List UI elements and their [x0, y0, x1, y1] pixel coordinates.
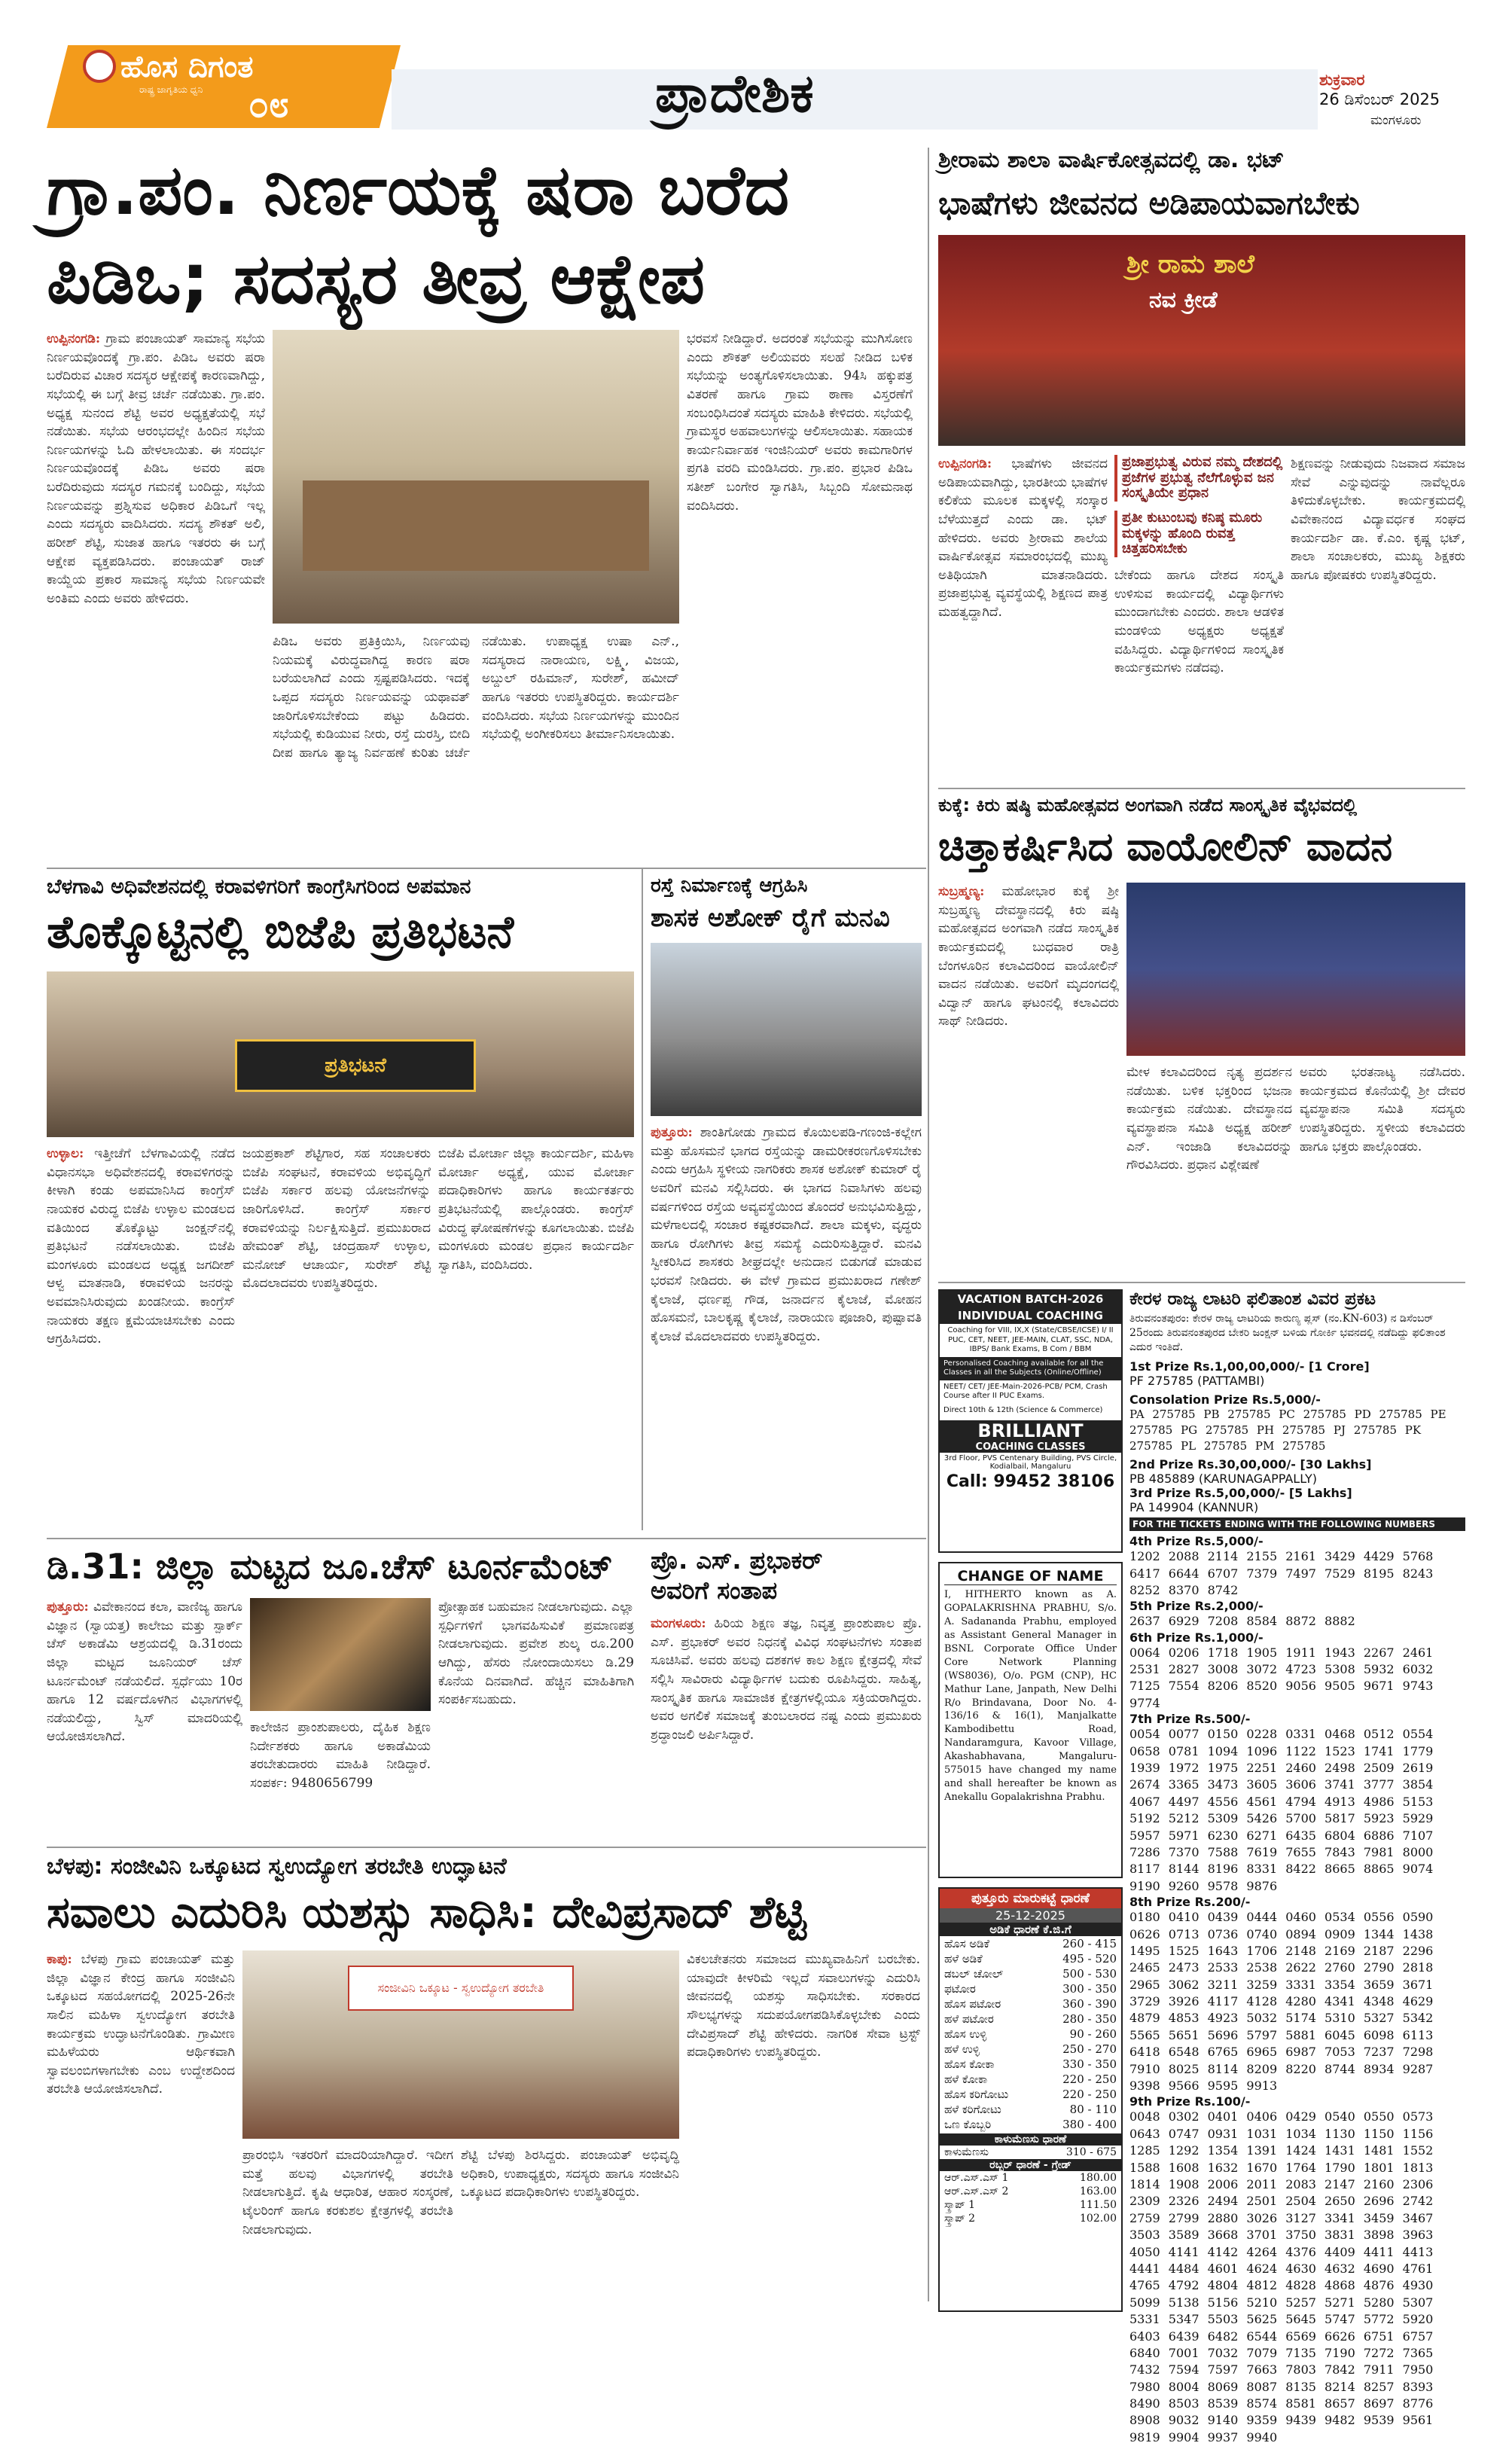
market-box — [938, 1887, 1123, 2312]
violin-col-3 — [1300, 1063, 1465, 1274]
right-top-photo — [938, 235, 1465, 446]
section-title: ಪ್ರಾದೇಶಿಕ — [655, 63, 814, 124]
table-row — [940, 2011, 1121, 2027]
bjp-col-3-text: ಬಿಜೆಪಿ ಮೋರ್ಚಾ ಜಿಲ್ಲಾ ಕಾರ್ಯದರ್ಶಿ, ಮಹಿಳಾ ಮೋರ್ಚಾ ಅಧ್ಯಕ್ಷೆ, ಯುವ ಮೋರ್ಚಾ ಪದಾಧಿಕಾರಿಗಳು ಹಾಗೂ ಕಾರ್ಯಕರ್ತರು ಪ್ರತಿಭಟನೆಯಲ್ಲಿ ಪಾಲ್ಗೊಂಡರು. ಕಾಂಗ್ರೆಸ್ ವಿರುದ್ಧ ಘೋಷಣೆಗಳನ್ನು ಕೂಗಲಾಯಿತು. ಬಿಜೆಪಿ ಮಂಗಳೂರು ಮಂಡಲ ಪ್ರಧಾನ ಕಾರ್ಯದರ್ಶಿ ಸ್ವಾಗತಿಸಿ, ವಂದಿಸಿದರು. — [438, 1146, 634, 1273]
bottom-dateline: ಕಾಪು: — [47, 1952, 72, 1967]
right-top-col-1 — [938, 455, 1108, 779]
market-pepper-label: ಕಾಳುಮೆಣಸು ಧಾರಣೆ — [940, 2133, 1121, 2146]
brand-tagline: ರಾಷ್ಟ್ರ ಜಾಗೃತಿಯ ಧ್ವನಿ — [139, 84, 203, 95]
right-top-col-3 — [1291, 455, 1465, 779]
table-cell-name: ಆರ್.ಎಸ್.ಎಸ್ 1 — [944, 2172, 1009, 2184]
bjp-banner-text: ಪ್ರತಿಭಟನೆ — [325, 1054, 386, 1077]
table-cell-name: ಹಳೆ ಕೋಕಾ — [944, 2072, 988, 2086]
market-pepper-price: 310 - 675 — [1065, 2146, 1117, 2158]
lottery-p9-nos: 0048 0302 0401 0406 0429 0540 0550 0573 0643 0747 0931 1031 1034 1130 1150 1156 1285 1292 1354 1391 1424 1431 1481 1552 1588 1608 1632 1670 1764 1790 1801 1813 1814 1908 2006 2011 2083 2147 2160 2306 2309 2326 2494 2501 2504 2650 2696 2742 2759 2799 2880 3026 3127 3341 3459 3467 3503 3589 3668 3701 3750 3831 3898 3963 4050 4141 4142 4264 4376 4409 4411 4413 4441 4484 4601 4624 4630 4632 4690 4761 4765 4792 4804 4812 4828 4868 4876 4930 5099 5138 5156 5210 5257 5271 5280 5307 5331 5347 5503 5625 5645 5747 5772 5920 6403 6439 6482 6544 6569 6626 6751 6757 6840 7001 7032 7079 7135 7190 7272 7365 7432 7594 7597 7663 7803 7842 7911 7950 7980 8004 8069 8087 8135 8214 8257 8393 8490 8503 8539 8574 8581 8657 8697 8776 8908 9032 9140 9359 9439 9482 9539 9561 9819 9904 9937 9940 — [1129, 2109, 1434, 2444]
violin-col-1-text: ಮಹೋಭಾರ ಕುಕ್ಕೆ ಶ್ರೀ ಸುಬ್ರಹ್ಮಣ್ಯ ದೇವಸ್ಥಾನದಲ್ಲಿ ಕಿರು ಷಷ್ಠಿ ಮಹೋತ್ಸವದ ಅಂಗವಾಗಿ ನಡೆದ ಸಾಂಸ್ಕೃತಿಕ ಕಾರ್ಯಕ್ರಮದಲ್ಲಿ ಬುಧವಾರ ರಾತ್ರಿ ಬೆಂಗಳೂರಿನ ಕಲಾವಿದರಿಂದ ವಾಯೋಲಿನ್ ವಾದನ ನಡೆಯಿತು. ಅವರಿಗೆ ಮೃದಂಗದಲ್ಲಿ ವಿದ್ವಾನ್ ಹಾಗೂ ಘಟಂನಲ್ಲಿ ಕಲಾವಿದರು ಸಾಥ್ ನೀಡಿದರು. — [938, 884, 1119, 1029]
right-top-photo-banner-2: ನವ ಕ್ರೀಡೆ — [1149, 287, 1218, 313]
ad-coaching-line-2: Personalised Coaching available for all the Classes in all the Subjects (Online/Offline) — [940, 1357, 1121, 1380]
table-cell-price: 90 - 260 — [1069, 2027, 1117, 2041]
lottery-first: 1st Prize Rs.1,00,00,000/- [1 Crore] — [1129, 1359, 1370, 1374]
chess-col-3-text: ಕಾಲೇಜಿನ ಪ್ರಾಂಶುಪಾಲರು, ದೈಹಿಕ ಶಿಕ್ಷಣ ನಿರ್ದೇಶಕರು ಹಾಗೂ ಅಕಾಡೆಮಿಯ ತರಬೇತುದಾರರು ಮಾಹಿತಿ ನೀಡಿದ್ದಾರೆ. ಸಂಪರ್ಕ: 9480656799 — [250, 1720, 431, 1791]
masthead-city: ಮಂಗಳೂರು — [1370, 113, 1422, 128]
bottom-col-1 — [47, 1950, 235, 2312]
table-row — [940, 2042, 1121, 2057]
ad-coaching-line-1: Coaching for VIII, IX,X (State/CBSE/ICSE) I/ II PUC, CET, NEET, JEE-MAIN, CLAT, SSC, NDA, IBPS/ Bank Exams, B Com / BBM — [947, 1326, 1114, 1353]
ad-coaching-brand: BRILLIANT — [940, 1420, 1121, 1441]
bjp-col-2 — [242, 1145, 431, 1529]
lead-headline-2: ಪಿಡಿಒ; ಸದಸ್ಯರ ತೀವ್ರ ಆಕ್ಷೇಪ — [47, 239, 706, 319]
ad-name-title: CHANGE OF NAME — [944, 1568, 1117, 1585]
table-cell-name: ಹಳೆ ಅಡಿಕೆ — [944, 1952, 983, 1966]
ads-top-rule — [938, 1282, 1465, 1283]
table-cell-name: ಒಣ ಕೊಬ್ಬರಿ — [944, 2118, 992, 2131]
lottery-second-no: PB 485889 (KARUNAGAPPALLY) — [1129, 1472, 1318, 1487]
masthead-date: 26 ಡಿಸೆಂಬರ್ 2025 — [1319, 90, 1440, 108]
bjp-banner — [235, 1039, 476, 1092]
right-top-headline: ಭಾಷೆಗಳು ಜೀವನದ ಅಡಿಪಾಯವಾಗಬೇಕು — [938, 185, 1360, 221]
table-cell-name: ಹೊಸ ಕೋಕಾ — [944, 2057, 995, 2071]
ad-coaching-call: Call: 99452 38106 — [946, 1472, 1115, 1491]
bottom-kicker: ಬೆಳಪು: ಸಂಜೀವಿನಿ ಒಕ್ಕೂಟದ ಸ್ವಉದ್ಯೋಗ ತರಬೇತಿ ಉದ್ಘಾಟನೆ — [47, 1853, 507, 1880]
masthead-day: ಶುಕ್ರವಾರ — [1319, 71, 1365, 89]
bjp-photo — [47, 971, 634, 1137]
page-number: ೦೮ — [248, 84, 289, 126]
ad-coaching-title-1: VACATION BATCH-2026 — [940, 1291, 1121, 1307]
road-body — [651, 1124, 922, 1530]
lead-dateline: ಉಪ್ಪಿನಂಗಡಿ: — [47, 331, 101, 346]
table-row — [940, 2057, 1121, 2072]
chess-col-1-text: ವಿವೇಕಾನಂದ ಕಲಾ, ವಾಣಿಜ್ಯ ಹಾಗೂ ವಿಜ್ಞಾನ (ಸ್ವಾಯತ್ತ) ಕಾಲೇಜು ಮತ್ತು ಸ್ಪಾರ್ಕ್ ಚೆಸ್ ಅಕಾಡೆಮಿ ಆಶ್ರಯದಲ್ಲಿ ಡಿ.31ರಂದು ಜಿಲ್ಲಾ ಮಟ್ಟದ ಜೂನಿಯರ್ ಚೆಸ್ ಟೂರ್ನಮೆಂಟ್ ನಡೆಯಲಿದೆ. ಸ್ಪರ್ಧೆಯು 10ರ ಹಾಗೂ 12 ವರ್ಷದೊಳಗಿನ ವಿಭಾಗಗಳಲ್ಲಿ ನಡೆಯಲಿದ್ದು, ಸ್ವಿಸ್ ಮಾದರಿಯಲ್ಲಿ ಆಯೋಜಿಸಲಾಗಿದೆ. — [47, 1600, 242, 1745]
chess-headline: ಡಿ.31: ಜಿಲ್ಲಾ ಮಟ್ಟದ ಜೂ.ಚೆಸ್ ಟೂರ್ನಮೆಂಟ್ — [47, 1546, 614, 1587]
table-row — [940, 2072, 1121, 2087]
violin-col-1 — [938, 883, 1119, 1274]
table-row — [940, 2102, 1121, 2117]
lottery-p5-nos: 2637 6929 7208 8584 8872 8882 — [1129, 1614, 1355, 1629]
chess-top-rule — [47, 1538, 926, 1539]
lottery-note: FOR THE TICKETS ENDING WITH THE FOLLOWING NUMBERS — [1129, 1517, 1465, 1531]
road-kicker: ರಸ್ತೆ ನಿರ್ಮಾಣಕ್ಕೆ ಆಗ್ರಹಿಸಿ — [651, 874, 808, 897]
lottery-p8: 8th Prize Rs.200/- — [1129, 1895, 1251, 1910]
bjp-kicker: ಬೆಳಗಾವಿ ಅಧಿವೇಶನದಲ್ಲಿ ಕರಾವಳಿಗರಿಗೆ ಕಾಂಗ್ರೆಸಿಗರಿಂದ ಅಪಮಾನ — [47, 875, 471, 898]
bottom-col-2-text: ಪ್ರಾರಂಭಿಸಿ ಇತರರಿಗೆ ಮಾದರಿಯಾಗಿದ್ದಾರೆ. ಇದೀಗ ಮತ್ತೆ ಹಲವು ವಿಭಾಗಗಳಲ್ಲಿ ತರಬೇತಿ ನೀಡಲಾಗುತ್ತಿದೆ. ಕೃಷಿ ಆಧಾರಿತ, ಆಹಾರ ಸಂಸ್ಕರಣೆ, ಟೈಲರಿಂಗ್ ಹಾಗೂ ಕರಕುಶಲ ಕ್ಷೇತ್ರಗಳಲ್ಲಿ ತರಬೇತಿ ನೀಡಲಾಗುವುದು. — [242, 2148, 453, 2237]
brand-logo-icon — [83, 50, 116, 83]
table-row — [940, 2027, 1121, 2042]
market-table — [940, 1936, 1121, 2132]
market-rubber-label: ರಬ್ಬರ್ ಧಾರಣೆ - ಗ್ರೇಡ್ — [940, 2159, 1121, 2171]
table-row — [940, 2146, 1121, 2159]
lottery-consolation-nos: PA 275785 PB 275785 PC 275785 PD 275785 PE 275785 PG 275785 PH 275785 PJ 275785 PK 275785 PL 275785 PM 275785 — [1129, 1408, 1446, 1453]
table-cell-price: 180.00 — [1080, 2172, 1117, 2184]
bottom-col-3 — [461, 2146, 679, 2312]
ad-name-body: I, HITHERTO known as A. GOPALAKRISHNA PRABHU, S/o. A. Sadananda Prabhu, employed as Assistant General Manager in BSNL Corporate Office Under Core Network Planning (WS8036), O/o. PGM (CNP), HC Mathur Lane, Janpath, New Delhi R/o Brindavana, Door No. 4-136/16 & 16(1), Manjalkatte Kambodibettu Road, Nandaramgura, Kavoor Village, Akashabhavana, Mangaluru-575015 have changed my name and shall hereafter be known as Anekallu Gopalakrishna Prabhu. — [944, 1589, 1117, 1804]
table-cell-price: 111.50 — [1080, 2199, 1117, 2211]
lottery-box — [1129, 1289, 1465, 2444]
table-cell-name: ಹೊಸ ಕರಿಗೋಟು — [944, 2088, 1009, 2101]
ad-coaching-address: 3rd Floor, PVS Centenary Building, PVS Circle, Kodialbail, Mangaluru — [943, 1454, 1117, 1471]
lottery-p5: 5th Prize Rs.2,000/- — [1129, 1599, 1264, 1614]
market-pepper-name: ಕಾಳುಮೆಣಸು — [944, 2146, 989, 2158]
table-row — [940, 2117, 1121, 2132]
table-cell-name: ಫಟೋರ — [944, 1982, 976, 1996]
violin-col-2-text: ಮೇಳ ಕಲಾವಿದರಿಂದ ನೃತ್ಯ ಪ್ರದರ್ಶನ ನಡೆಯಿತು. ಬಳಿಕ ಭಕ್ತರಿಂದ ಭಜನಾ ಕಾರ್ಯಕ್ರಮ ನಡೆಯಿತು. ದೇವಸ್ಥಾನದ ವ್ಯವಸ್ಥಾಪನಾ ಸಮಿತಿ ಅಧ್ಯಕ್ಷ ಹರೀಶ್ ಎನ್. ಇಂಜಾಡಿ ಕಲಾವಿದರನ್ನು ಗೌರವಿಸಿದರು. ಪ್ರಧಾನ ವಿಶ್ಲೇಷಣೆ — [1126, 1065, 1292, 1173]
ad-change-of-name — [938, 1562, 1123, 1878]
lead-col-3-text: ಭರವಸೆ ನೀಡಿದ್ದಾರೆ. ಅದರಂತೆ ಸಭೆಯನ್ನು ಮುಗಿಸೋಣ ಎಂದು ಶೌಕತ್ ಅಲಿಯವರು ಸಲಹೆ ನೀಡಿದ ಬಳಿಕ ಸಭೆಯನ್ನು ಅಂತ್ಯಗೊಳಿಸಲಾಯಿತು. 94ಸಿ ಹಕ್ಕುಪತ್ರ ವಿತರಣೆ ಹಾಗೂ ಗ್ರಾಮ ಠಾಣಾ ವಿಸ್ತರಣೆಗೆ ಸಂಬಂಧಿಸಿದಂತೆ ಸದಸ್ಯರು ಮಾಹಿತಿ ಕೇಳಿದರು. ಸಭೆಯಲ್ಲಿ ಗ್ರಾಮಸ್ಥರ ಅಹವಾಲುಗಳನ್ನು ಆಲಿಸಲಾಯಿತು. ಸಹಾಯಕ ಕಾರ್ಯನಿರ್ವಾಹಕ ಇಂಜಿನಿಯರ್ ಅವರು ಕಾಮಗಾರಿಗಳ ಪ್ರಗತಿ ವರದಿ ಮಂಡಿಸಿದರು. ಗ್ರಾ.ಪಂ. ಪ್ರಭಾರ ಪಿಡಿಒ ಸತೀಶ್ ಬಂಗೇರ ಸ್ವಾಗತಿಸಿ, ಸಿಬ್ಬಂದಿ ಸೋಮನಾಥ ವಂದಿಸಿದರು. — [687, 331, 913, 514]
table-cell-name: ಹೊಸ ಅಡಿಕೆ — [944, 1937, 989, 1950]
right-top-col-1-text: ಭಾಷೆಗಳು ಜೀವನದ ಅಡಿಪಾಯವಾಗಿದ್ದು, ಭಾರತೀಯ ಭಾಷೆಗಳ ಕಲಿಕೆಯ ಮೂಲಕ ಮಕ್ಕಳಲ್ಲಿ ಸಂಸ್ಕಾರ ಬೆಳೆಯುತ್ತದೆ ಎಂದು ಡಾ. ಭಟ್ ಹೇಳಿದರು. ಅವರು ಶ್ರೀರಾಮ ಶಾಲೆಯ ವಾರ್ಷಿಕೋತ್ಸವ ಸಮಾರಂಭದಲ್ಲಿ ಮುಖ್ಯ ಅತಿಥಿಯಾಗಿ ಮಾತನಾಡಿದರು. ಪ್ರಜಾಪ್ರಭುತ್ವ ವ್ಯವಸ್ಥೆಯಲ್ಲಿ ಶಿಕ್ಷಣದ ಪಾತ್ರ ಮಹತ್ವದ್ದಾಗಿದೆ. — [938, 456, 1108, 621]
table-cell-price: 102.00 — [1080, 2213, 1117, 2225]
prabhakar-body-text: ಹಿರಿಯ ಶಿಕ್ಷಣ ತಜ್ಞ, ನಿವೃತ್ತ ಪ್ರಾಂಶುಪಾಲ ಪ್ರೊ. ಎಸ್. ಪ್ರಭಾಕರ್ ಅವರ ನಿಧನಕ್ಕೆ ವಿವಿಧ ಸಂಘಟನೆಗಳು ಸಂತಾಪ ಸೂಚಿಸಿವೆ. ಅವರು ಹಲವು ದಶಕಗಳ ಕಾಲ ಶಿಕ್ಷಣ ಕ್ಷೇತ್ರದಲ್ಲಿ ಸೇವೆ ಸಲ್ಲಿಸಿ ಸಾವಿರಾರು ವಿದ್ಯಾರ್ಥಿಗಳ ಬದುಕು ರೂಪಿಸಿದ್ದರು. ಸಾಹಿತ್ಯ, ಸಾಂಸ್ಕೃತಿಕ ಹಾಗೂ ಸಾಮಾಜಿಕ ಕ್ಷೇತ್ರಗಳಲ್ಲಿಯೂ ಸಕ್ರಿಯರಾಗಿದ್ದರು. ಅವರ ಅಗಲಿಕೆ ಸಮಾಜಕ್ಕೆ ತುಂಬಲಾರದ ನಷ್ಟ ಎಂದು ಪ್ರಮುಖರು ಶ್ರದ್ಧಾಂಜಲಿ ಅರ್ಪಿಸಿದ್ದಾರೆ. — [651, 1616, 922, 1743]
chess-col-3 — [250, 1719, 431, 1839]
brand-name: ಹೊಸ ದಿಗಂತ — [120, 50, 254, 84]
market-date: 25-12-2025 — [940, 1908, 1121, 1923]
lead-col-1-text: ಗ್ರಾಮ ಪಂಚಾಯತ್ ಸಾಮಾನ್ಯ ಸಭೆಯ ನಿರ್ಣಯವೊಂದಕ್ಕೆ ಗ್ರಾ.ಪಂ. ಪಿಡಿಒ ಅವರು ಷರಾ ಬರೆದಿರುವ ವಿಚಾರ ಸದಸ್ಯರ ಆಕ್ಷೇಪಕ್ಕೆ ಕಾರಣವಾಗಿದ್ದು, ಸಭೆಯಲ್ಲಿ ಈ ಬಗ್ಗೆ ತೀವ್ರ ಚರ್ಚೆ ನಡೆಯಿತು. ಗ್ರಾ.ಪಂ. ಅಧ್ಯಕ್ಷ ಸುನಂದ ಶೆಟ್ಟಿ ಅವರ ಅಧ್ಯಕ್ಷತೆಯಲ್ಲಿ ಸಭೆ ನಡೆಯಿತು. ಸಭೆಯ ಆರಂಭದಲ್ಲೇ ಹಿಂದಿನ ಸಭೆಯ ನಿರ್ಣಯಗಳನ್ನು ಓದಿ ಹೇಳಲಾಯಿತು. ಈ ಸಂದರ್ಭ ನಿರ್ಣಯವೊಂದಕ್ಕೆ ಪಿಡಿಒ ಅವರು ಷರಾ ಬರೆದಿರುವುದು ಸದಸ್ಯರ ಗಮನಕ್ಕೆ ಬಂದಿದ್ದು, ಸಭೆಯ ನಿರ್ಣಯವನ್ನು ಪ್ರಶ್ನಿಸುವ ಅಧಿಕಾರ ಪಿಡಿಒಗೆ ಇಲ್ಲ ಎಂದು ಸದಸ್ಯರು ವಾದಿಸಿದರು. ಸದಸ್ಯ ಶೌಕತ್ ಅಲಿ, ಹರೀಶ್ ಶೆಟ್ಟಿ, ಸುಜಾತ ಹಾಗೂ ಇತರರು ಈ ಬಗ್ಗೆ ಆಕ್ಷೇಪ ವ್ಯಕ್ತಪಡಿಸಿದರು. ಪಂಚಾಯತ್ ರಾಜ್ ಕಾಯ್ದೆಯ ಪ್ರಕಾರ ಸಾಮಾನ್ಯ ಸಭೆಯ ನಿರ್ಣಯವೇ ಅಂತಿಮ ಎಂದು ಅವರು ಹೇಳಿದರು. — [47, 331, 265, 606]
lottery-first-no: PF 275785 (PATTAMBI) — [1129, 1374, 1265, 1389]
violin-dateline: ಸುಬ್ರಹ್ಮಣ್ಯ: — [938, 884, 985, 899]
bottom-col-2 — [242, 2146, 453, 2312]
lottery-p4-nos: 1202 2088 2114 2155 2161 3429 4429 5768 6417 6644 6707 7379 7497 7529 8195 8243 8252 8370 8742 — [1129, 1549, 1434, 1597]
right-top-kicker-bar — [938, 148, 1465, 182]
table-row — [940, 1981, 1121, 1996]
prabhakar-headline-1: ಪ್ರೊ. ಎಸ್. ಪ್ರಭಾಕರ್ — [651, 1546, 823, 1575]
table-cell-name: ಡಬಲ್ ಚೋಲ್ — [944, 1967, 1004, 1981]
table-row — [940, 1936, 1121, 1951]
ad-coaching-title-2: INDIVIDUAL COACHING — [940, 1307, 1121, 1324]
lottery-third: 3rd Prize Rs.5,00,000/- [5 Lakhs] — [1129, 1486, 1352, 1501]
bjp-top-rule — [47, 868, 926, 869]
bottom-col-3-text: ಶೆಟ್ಟಿ ಬೆಳಪು ಶಿರಸಿದ್ದರು. ಪಂಚಾಯತ್ ಅಭಿವೃದ್ಧಿ ಅಧಿಕಾರಿ, ಉಪಾಧ್ಯಕ್ಷರು, ಸದಸ್ಯರು ಹಾಗೂ ಸಂಜೀವಿನಿ ಒಕ್ಕೂಟದ ಪದಾಧಿಕಾರಿಗಳು ಉಪಸ್ಥಿತರಿದ್ದರು. — [461, 2148, 679, 2200]
bottom-col-1-text: ಬೆಳಪು ಗ್ರಾಮ ಪಂಚಾಯತ್ ಮತ್ತು ಜಿಲ್ಲಾ ವಿಜ್ಞಾನ ಕೇಂದ್ರ ಹಾಗೂ ಸಂಜೀವಿನಿ ಒಕ್ಕೂಟದ ಸಹಯೋಗದಲ್ಲಿ 2025-26ನೇ ಸಾಲಿನ ಮಹಿಳಾ ಸ್ವಉದ್ಯೋಗ ತರಬೇತಿ ಕಾರ್ಯಕ್ರಮ ಉದ್ಘಾಟನೆಗೊಂಡಿತು. ಗ್ರಾಮೀಣ ಮಹಿಳೆಯರು ಆರ್ಥಿಕವಾಗಿ ಸ್ವಾವಲಂಬಿಗಳಾಗಬೇಕು ಎಂಬ ಉದ್ದೇಶದಿಂದ ತರಬೇತಿ ಆಯೋಜಿಸಲಾಗಿದೆ. — [47, 1952, 236, 2097]
road-body-text: ಶಾಂತಿಗೋಡು ಗ್ರಾಮದ ಕೊಯಿಲಪಡಿ-ಗಣಂಜಿ-ಕಲ್ಲೇಗ ಮತ್ತು ಹೊಸಮನೆ ಭಾಗದ ರಸ್ತೆಯನ್ನು ಡಾಮರೀಕರಣಗೊಳಿಸಬೇಕು ಎಂದು ಆಗ್ರಹಿಸಿ ಸ್ಥಳೀಯ ನಾಗರಿಕರು ಶಾಸಕ ಅಶೋಕ್ ಕುಮಾರ್ ರೈ ಅವರಿಗೆ ಮನವಿ ಸಲ್ಲಿಸಿದರು. ಈ ಭಾಗದ ನಿವಾಸಿಗಳು ಹಲವು ವರ್ಷಗಳಿಂದ ರಸ್ತೆಯ ಅವ್ಯವಸ್ಥೆಯಿಂದ ತೊಂದರೆ ಅನುಭವಿಸುತ್ತಿದ್ದು, ಮಳೆಗಾಲದಲ್ಲಿ ಸಂಚಾರ ಕಷ್ಟಕರವಾಗಿದೆ. ಶಾಲಾ ಮಕ್ಕಳು, ವೃದ್ಧರು ಹಾಗೂ ರೋಗಿಗಳು ತೀವ್ರ ಸಮಸ್ಯೆ ಎದುರಿಸುತ್ತಿದ್ದಾರೆ. ಮನವಿ ಸ್ವೀಕರಿಸಿದ ಶಾಸಕರು ಶೀಘ್ರದಲ್ಲೇ ಅನುದಾನ ಬಿಡುಗಡೆ ಮಾಡುವ ಭರವಸೆ ನೀಡಿದರು. ಈ ವೇಳೆ ಗ್ರಾಮದ ಪ್ರಮುಖರಾದ ಗಣೇಶ್ ಕೈಲಾಜೆ, ಧರ್ಣಪ್ಪ ಗೌಡ, ಜನಾರ್ದನ ಕೈಲಾಜೆ, ಮೋಹನ ಹೊಸಮನೆ, ಬಾಲಕೃಷ್ಣ ಕೈಲಾಜೆ, ನಾರಾಯಣ ಪೂಜಾರಿ, ಪುಷ್ಪಾವತಿ ಕೈಲಾಜೆ ಮೊದಲಾದವರು ಉಪಸ್ಥಿತರಿದ್ದರು. — [651, 1125, 922, 1345]
table-cell-price: 360 - 390 — [1062, 1997, 1117, 2011]
table-cell-name: ಹಳೆ ಪಟೋರ — [944, 2012, 994, 2026]
bjp-headline: ತೊಕ್ಕೊಟ್ಟಿನಲ್ಲಿ ಬಿಜೆಪಿ ಪ್ರತಿಭಟನೆ — [47, 906, 514, 959]
lottery-p4: 4th Prize Rs.5,000/- — [1129, 1534, 1264, 1549]
right-top-highlight-2: ಪ್ರತೀ ಕುಟುಂಬವು ಕನಿಷ್ಠ ಮೂರು ಮಕ್ಕಳನ್ನು ಹೊಂದಿ ರುವತ್ತ ಚಿತ್ತಹರಿಸಬೇಕು — [1114, 511, 1284, 557]
lottery-consolation: Consolation Prize Rs.5,000/- — [1129, 1392, 1321, 1408]
road-dateline: ಪುತ್ತೂರು: — [651, 1125, 693, 1140]
bjp-dateline: ಉಳ್ಳಾಲ: — [47, 1146, 84, 1161]
lottery-title: ಕೇರಳ ರಾಜ್ಯ ಲಾಟರಿ ಫಲಿತಾಂಶ ವಿವರ ಪ್ರಕಟ — [1129, 1289, 1376, 1309]
bottom-col-4-text: ವಿಕಲಚೇತನರು ಸಮಾಜದ ಮುಖ್ಯವಾಹಿನಿಗೆ ಬರಬೇಕು. ಯಾವುದೇ ಕೀಳರಿಮೆ ಇಲ್ಲದೆ ಸವಾಲುಗಳನ್ನು ಎದುರಿಸಿ ಜೀವನದಲ್ಲಿ ಯಶಸ್ಸು ಸಾಧಿಸಬೇಕು. ಸರಕಾರದ ಸೌಲಭ್ಯಗಳನ್ನು ಸದುಪಯೋಗಪಡಿಸಿಕೊಳ್ಳಬೇಕು ಎಂದು ದೇವಿಪ್ರಸಾದ್ ಶೆಟ್ಟಿ ಹೇಳಿದರು. ನಾಗರಿಕ ಸೇವಾ ಟ್ರಸ್ಟ್ ಪದಾಧಿಕಾರಿಗಳು ಉಪಸ್ಥಿತರಿದ್ದರು. — [687, 1952, 920, 2060]
table-row — [940, 2185, 1121, 2198]
lottery-p6: 6th Prize Rs.1,000/- — [1129, 1630, 1264, 1645]
ad-coaching[interactable] — [938, 1289, 1123, 1553]
right-top-col-2-text: ಬೇಕೆಂದು ಹಾಗೂ ದೇಶದ ಸಂಸ್ಕೃತಿ ಉಳಿಸುವ ಕಾರ್ಯದಲ್ಲಿ ವಿದ್ಯಾರ್ಥಿಗಳು ಮುಂದಾಗಬೇಕು ಎಂದರು. ಶಾಲಾ ಆಡಳಿತ ಮಂಡಳಿಯ ಅಧ್ಯಕ್ಷರು ಅಧ್ಯಕ್ಷತೆ ವಹಿಸಿದ್ದರು. ವಿದ್ಯಾರ್ಥಿಗಳಿಂದ ಸಾಂಸ್ಕೃತಿಕ ಕಾರ್ಯಕ್ರಮಗಳು ನಡೆದವು. — [1114, 568, 1284, 676]
lead-photo-table — [303, 480, 649, 571]
right-top-photo-banner: ಶ್ರೀ ರಾಮ ಶಾಲೆ — [1126, 249, 1254, 279]
bjp-col-1-text: ಇತ್ತೀಚೆಗೆ ಬೆಳಗಾವಿಯಲ್ಲಿ ನಡೆದ ವಿಧಾನಸಭಾ ಅಧಿವೇಶನದಲ್ಲಿ ಕರಾವಳಿಗರನ್ನು ಕೀಳಾಗಿ ಕಂಡು ಅಪಮಾನಿಸಿದ ಕಾಂಗ್ರೆಸ್ ನಾಯಕರ ವಿರುದ್ಧ ಬಿಜೆಪಿ ಉಳ್ಳಾಲ ಮಂಡಲದ ವತಿಯಿಂದ ತೊಕ್ಕೊಟ್ಟು ಜಂಕ್ಷನ್‌ನಲ್ಲಿ ಪ್ರತಿಭಟನೆ ನಡೆಸಲಾಯಿತು. ಬಿಜೆಪಿ ಮಂಗಳೂರು ಮಂಡಲದ ಅಧ್ಯಕ್ಷ ಜಗದೀಶ್ ಆಳ್ವ ಮಾತನಾಡಿ, ಕರಾವಳಿಯ ಜನರನ್ನು ಅವಮಾನಿಸಿರುವುದು ಖಂಡನೀಯ. ಕಾಂಗ್ರೆಸ್ ನಾಯಕರು ತಕ್ಷಣ ಕ್ಷಮೆಯಾಚಿಸಬೇಕು ಎಂದು ಆಗ್ರಹಿಸಿದರು. — [47, 1146, 235, 1347]
violin-col-3-text: ಅವರು ಭರತನಾಟ್ಯ ನಡೆಸಿದರು. ಕಾರ್ಯಕ್ರಮದ ಕೊನೆಯಲ್ಲಿ ಶ್ರೀ ದೇವರ ವ್ಯವಸ್ಥಾಪನಾ ಸಮಿತಿ ಸದಸ್ಯರು ಉಪಸ್ಥಿತರಿದ್ದರು. ಸ್ಥಳೀಯ ಕಲಾವಿದರು ಹಾಗೂ ಭಕ್ತರು ಪಾಲ್ಗೊಂಡರು. — [1300, 1065, 1465, 1154]
bottom-col-4 — [687, 1950, 920, 2312]
road-photo — [651, 943, 922, 1116]
table-cell-price: 300 - 350 — [1062, 1982, 1117, 1996]
right-top-highlights — [1114, 455, 1284, 779]
table-cell-name: ಹಳೆ ಉಳ್ಳಿ — [944, 2042, 980, 2056]
lottery-p7-nos: 0054 0077 0150 0228 0331 0468 0512 0554 0658 0781 1094 1096 1122 1523 1741 1779 1939 1972 1975 2251 2460 2498 2509 2619 2674 3365 3473 3605 3606 3741 3777 3854 4067 4497 4556 4561 4794 4913 4986 5153 5192 5212 5309 5426 5700 5817 5923 5929 5957 5971 6230 6271 6435 6804 6886 7107 7286 7370 7588 7619 7655 7843 7981 8000 8117 8144 8196 8331 8422 8665 8865 9074 9190 9260 9578 9876 — [1129, 1727, 1434, 1893]
lead-col-2-text: ಪಿಡಿಒ ಅವರು ಪ್ರತಿಕ್ರಿಯಿಸಿ, ನಿರ್ಣಯವು ನಿಯಮಕ್ಕೆ ವಿರುದ್ಧವಾಗಿದ್ದ ಕಾರಣ ಷರಾ ಬರೆಯಲಾಗಿದೆ ಎಂದು ಸ್ಪಷ್ಟಪಡಿಸಿದರು. ಇದಕ್ಕೆ ಒಪ್ಪದ ಸದಸ್ಯರು ನಿರ್ಣಯವನ್ನು ಯಥಾವತ್ ಜಾರಿಗೊಳಿಸಬೇಕೆಂದು ಪಟ್ಟು ಹಿಡಿದರು. ಸಭೆಯಲ್ಲಿ ಕುಡಿಯುವ ನೀರು, ರಸ್ತೆ ದುರಸ್ತಿ, ಬೀದಿ ದೀಪ ಹಾಗೂ ತ್ಯಾಜ್ಯ ನಿರ್ವಹಣೆ ಕುರಿತು ಚರ್ಚೆ ನಡೆಯಿತು. ಉಪಾಧ್ಯಕ್ಷ ಉಷಾ ಎನ್., ಸದಸ್ಯರಾದ ನಾರಾಯಣ, ಲಕ್ಷ್ಮಿ, ವಿಜಯ, ಅಬ್ದುಲ್ ರಹಿಮಾನ್, ಸುರೇಶ್, ಹಮೀದ್ ಹಾಗೂ ಇತರರು ಉಪಸ್ಥಿತರಿದ್ದರು. ಕಾರ್ಯದರ್ಶಿ ವಂದಿಸಿದರು. ಸಭೆಯ ನಿರ್ಣಯಗಳನ್ನು ಮುಂದಿನ ಸಭೆಯಲ್ಲಿ ಅಂಗೀಕರಿಸಲು ತೀರ್ಮಾನಿಸಲಾಯಿತು. — [273, 634, 679, 761]
masthead — [0, 0, 1512, 136]
table-cell-name: ಹೊಸ ಉಳ್ಳಿ — [944, 2027, 987, 2041]
road-headline: ಶಾಸಕ ಅಶೋಕ್ ರೈಗೆ ಮನವಿ — [651, 903, 890, 933]
prabhakar-body — [651, 1615, 922, 1839]
bottom-headline: ಸವಾಲು ಎದುರಿಸಿ ಯಶಸ್ಸು ಸಾಧಿಸಿ: ದೇವಿಪ್ರಸಾದ್ ಶೆಟ್ಟಿ — [47, 1886, 806, 1938]
table-cell-price: 220 - 250 — [1062, 2088, 1117, 2101]
market-rubber-table — [940, 2171, 1121, 2225]
bottom-top-rule — [47, 1847, 926, 1848]
violin-photo — [1126, 883, 1465, 1056]
table-cell-price: 250 - 270 — [1062, 2042, 1117, 2056]
table-cell-price: 330 - 350 — [1062, 2057, 1117, 2071]
prabhakar-dateline: ಮಂಗಳೂರು: — [651, 1616, 706, 1631]
market-subtitle: ಅಡಿಕೆ ಧಾರಣೆ ಕೆ.ಜಿ.ಗೆ — [940, 1923, 1121, 1936]
market-title: ಪುತ್ತೂರು ಮಾರುಕಟ್ಟೆ ಧಾರಣೆ — [940, 1889, 1121, 1908]
table-cell-name: ಸ್ಕ್ರಾಪ್ 1 — [944, 2199, 975, 2211]
lottery-second: 2nd Prize Rs.30,00,000/- [30 Lakhs] — [1129, 1457, 1372, 1472]
table-cell-name: ಹಳೆ ಕರಿಗೋಟು — [944, 2103, 1001, 2116]
market-pepper-table — [940, 2146, 1121, 2159]
bottom-photo-banner-text: ಸಂಜೀವಿನಿ ಒಕ್ಕೂಟ - ಸ್ವಉದ್ಯೋಗ ತರಬೇತಿ — [377, 1981, 544, 1995]
right-top-dateline: ಉಪ್ಪಿನಂಗಡಿ: — [938, 456, 992, 471]
table-cell-price: 500 - 530 — [1062, 1967, 1117, 1981]
chess-photo — [250, 1598, 431, 1711]
bjp-col-3 — [438, 1145, 634, 1529]
table-cell-price: 495 - 520 — [1062, 1952, 1117, 1966]
table-cell-price: 280 - 350 — [1062, 2012, 1117, 2026]
violin-kicker: ಕುಕ್ಕೆ: ಕಿರು ಷಷ್ಠಿ ಮಹೋತ್ಸವದ ಅಂಗವಾಗಿ ನಡೆದ ಸಾಂಸ್ಕೃತಿಕ ವೈಭವದಲ್ಲಿ — [938, 794, 1358, 816]
bottom-photo-banner — [348, 1966, 574, 2011]
right-top-kicker: ಶ್ರೀರಾಮ ಶಾಲಾ ವಾರ್ಷಿಕೋತ್ಸವದಲ್ಲಿ ಡಾ. ಭಟ್ — [938, 147, 1285, 173]
chess-dateline: ಪುತ್ತೂರು: — [47, 1600, 89, 1615]
table-row — [940, 2212, 1121, 2225]
table-cell-price: 80 - 110 — [1069, 2103, 1117, 2116]
ad-coaching-brand-sub: COACHING CLASSES — [940, 1441, 1121, 1453]
section-band — [392, 69, 1318, 130]
chess-col-2 — [438, 1598, 634, 1839]
violin-col-2 — [1126, 1063, 1292, 1274]
table-row — [940, 2198, 1121, 2212]
lottery-third-no: PA 149904 (KANNUR) — [1129, 1500, 1259, 1515]
table-cell-name: ಹೊಸ ಪಟೋರ — [944, 1997, 1001, 2011]
lottery-intro: ತಿರುವನಂತಪುರಂ: ಕೇರಳ ರಾಜ್ಯ ಲಾಟರಿಯ ಕಾರುಣ್ಯ ಪ್ಲಸ್ (ನಂ.KN-603) ನ ಡಿಸೆಂಬರ್ 25ರಂದು ತಿರುವನಂತಪುರದ ಬೇಕರಿ ಜಂಕ್ಷನ್ ಬಳಿಯ ಗೋರ್ಕಿ ಭವನದಲ್ಲಿ ನಡೆದಿದ್ದು ಫಲಿತಾಂಶ ಎದುರ ಇಂತಿದೆ. — [1129, 1313, 1446, 1354]
bottom-photo — [242, 1950, 679, 2139]
table-cell-name: ಸ್ಕ್ರಾಪ್ 2 — [944, 2213, 975, 2225]
column-divider — [928, 148, 929, 2301]
table-row — [940, 2171, 1121, 2185]
table-row — [940, 1996, 1121, 2011]
table-cell-price: 380 - 400 — [1062, 2118, 1117, 2131]
table-cell-price: 260 - 415 — [1062, 1937, 1117, 1950]
chess-col-1 — [47, 1598, 242, 1839]
table-row — [940, 1966, 1121, 1981]
bjp-col-2-text: ಜಯಪ್ರಕಾಶ್ ಶೆಟ್ಟಿಗಾರ, ಸಹ ಸಂಚಾಲಕರು ಬಿಜೆಪಿ ಸಂಘಟನೆ, ಕರಾವಳಿಯ ಅಭಿವೃದ್ಧಿಗೆ ಬಿಜೆಪಿ ಸರ್ಕಾರ ಹಲವು ಯೋಜನೆಗಳನ್ನು ಜಾರಿಗೊಳಿಸಿದೆ. ಕಾಂಗ್ರೆಸ್ ಸರ್ಕಾರ ಕರಾವಳಿಯನ್ನು ನಿರ್ಲಕ್ಷಿಸುತ್ತಿದೆ. ಪ್ರಮುಖರಾದ ಹೇಮಂತ್ ಶೆಟ್ಟಿ, ಚಂದ್ರಹಾಸ್ ಉಳ್ಳಾಲ, ಮನೋಜ್ ಆಚಾರ್ಯ, ಸುರೇಶ್ ಶೆಟ್ಟಿ ಮೊದಲಾದವರು ಉಪಸ್ಥಿತರಿದ್ದರು. — [242, 1146, 431, 1292]
road-divider — [642, 868, 643, 1530]
ad-coaching-line-3: NEET/ CET/ JEE-Main-2026-PCB/ PCM, Crash Course after II PUC Exams. — [943, 1382, 1108, 1400]
violin-top-rule — [938, 788, 1465, 789]
lottery-p9: 9th Prize Rs.100/- — [1129, 2094, 1251, 2109]
table-row — [940, 1951, 1121, 1966]
table-cell-price: 220 - 250 — [1062, 2072, 1117, 2086]
bjp-col-1 — [47, 1145, 235, 1529]
right-top-col-3-text: ಶಿಕ್ಷಣವನ್ನು ನೀಡುವುದು ನಿಜವಾದ ಸಮಾಜ ಸೇವೆ ಎನ್ನುವುದನ್ನು ನಾವೆಲ್ಲರೂ ತಿಳಿದುಕೊಳ್ಳಬೇಕು. ಕಾರ್ಯಕ್ರಮದಲ್ಲಿ ವಿವೇಕಾನಂದ ವಿದ್ಯಾವರ್ಧಕ ಸಂಘದ ಕಾರ್ಯದರ್ಶಿ ಡಾ. ಕೆ.ಎಂ. ಕೃಷ್ಣ ಭಟ್, ಶಾಲಾ ಸಂಚಾಲಕರು, ಮುಖ್ಯ ಶಿಕ್ಷಕರು ಹಾಗೂ ಪೋಷಕರು ಉಪಸ್ಥಿತರಿದ್ದರು. — [1291, 456, 1465, 583]
table-row — [940, 2087, 1121, 2102]
table-cell-name: ಆರ್.ಎಸ್.ಎಸ್ 2 — [944, 2185, 1009, 2197]
right-top-highlight-1: ಪ್ರಜಾಪ್ರಭುತ್ವ ವಿರುವ ನಮ್ಮ ದೇಶದಲ್ಲಿ ಪ್ರಜೆಗಳ ಪ್ರಭುತ್ವ ನೆಲೆಗೊಳ್ಳುವ ಜನ ಸಂಸ್ಕೃತಿಯೇ ಪ್ರಧಾನ — [1114, 455, 1284, 502]
lottery-p7: 7th Prize Rs.500/- — [1129, 1712, 1251, 1727]
ad-coaching-line-4: Direct 10th & 12th (Science & Commerce) — [943, 1405, 1103, 1414]
prabhakar-headline-2: ಅವರಿಗೆ ಸಂತಾಪ — [651, 1576, 778, 1605]
chess-col-2-text: ಪ್ರೋತ್ಸಾಹಕ ಬಹುಮಾನ ನೀಡಲಾಗುವುದು. ಎಲ್ಲಾ ಸ್ಪರ್ಧಿಗಳಿಗೆ ಭಾಗವಹಿಸುವಿಕೆ ಪ್ರಮಾಣಪತ್ರ ನೀಡಲಾಗುವುದು. ಪ್ರವೇಶ ಶುಲ್ಕ ರೂ.200 ಆಗಿದ್ದು, ಹೆಸರು ನೋಂದಾಯಿಸಲು ಡಿ.29 ಕೊನೆಯ ದಿನವಾಗಿದೆ. ಹೆಚ್ಚಿನ ಮಾಹಿತಿಗಾಗಿ ಸಂಪರ್ಕಿಸಬಹುದು. — [438, 1600, 634, 1708]
lead-headline-1: ಗ್ರಾ.ಪಂ. ನಿರ್ಣಯಕ್ಕೆ ಷರಾ ಬರೆದ — [47, 150, 790, 230]
lottery-p8-nos: 0180 0410 0439 0444 0460 0534 0556 0590 0626 0713 0736 0740 0894 0909 1344 1438 1495 1525 1643 1706 2148 2169 2187 2296 2465 2473 2533 2538 2622 2760 2790 2818 2965 3062 3211 3259 3331 3354 3659 3671 3729 3926 4117 4128 4280 4341 4348 4629 4879 4853 4923 5032 5174 5310 5327 5342 5565 5651 5696 5797 5881 6045 6098 6113 6418 6548 6765 6965 6987 7053 7237 7298 7910 8025 8114 8209 8220 8744 8934 9287 9398 9566 9595 9913 — [1129, 1910, 1434, 2094]
table-cell-price: 163.00 — [1080, 2185, 1117, 2197]
violin-headline: ಚಿತ್ತಾಕರ್ಷಿಸಿದ ವಾಯೋಲಿನ್ ವಾದನ — [938, 825, 1393, 870]
lead-photo — [273, 330, 679, 624]
lottery-p6-nos: 0064 0206 1718 1905 1911 1943 2267 2461 2531 2827 3008 3072 4723 5308 5932 6032 7125 7554 8206 8520 9056 9505 9671 9743 9774 — [1129, 1645, 1434, 1710]
